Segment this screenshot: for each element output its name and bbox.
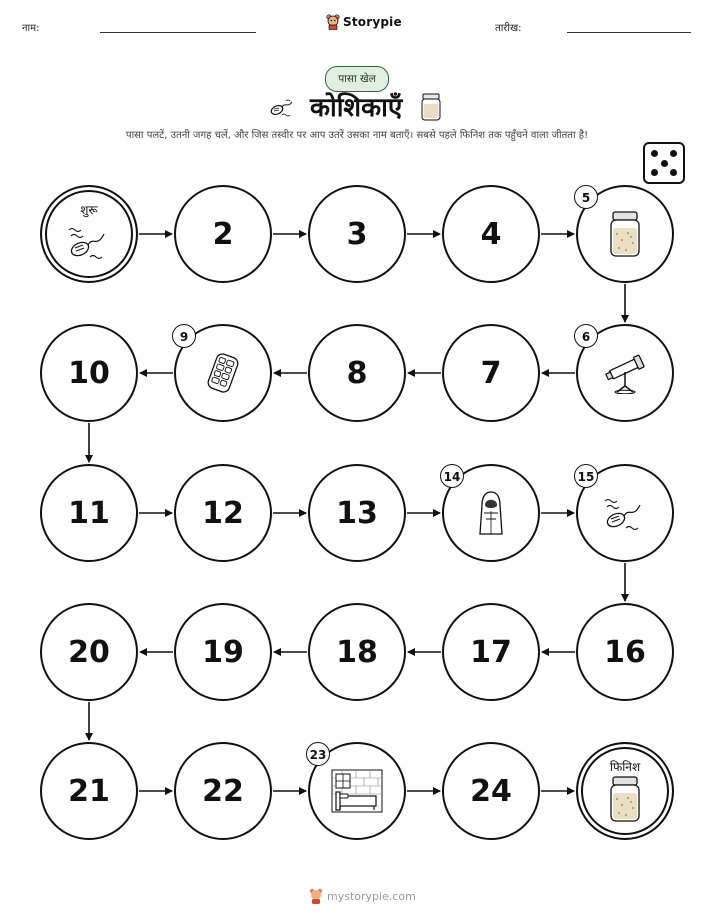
board-space-22[interactable]: [174, 742, 272, 840]
space-number: 17: [470, 634, 512, 670]
board-space-20[interactable]: [40, 603, 138, 701]
finish-label: फिनिश: [609, 760, 641, 774]
jar-icon: [608, 775, 642, 823]
board-space-14[interactable]: [442, 464, 540, 562]
cell-tissue-icon: [203, 351, 243, 395]
space-number: 2: [212, 216, 234, 252]
cell-swimmer-icon: [602, 493, 648, 533]
board-space-4[interactable]: [442, 185, 540, 283]
board-space-21[interactable]: [40, 742, 138, 840]
board-space-5[interactable]: [576, 185, 674, 283]
board-space-12[interactable]: [174, 464, 272, 562]
board-space-9[interactable]: [174, 324, 272, 422]
board-space-3[interactable]: [308, 185, 406, 283]
space-number: 4: [480, 216, 502, 252]
space-number: 7: [480, 355, 502, 391]
board-space-24[interactable]: [442, 742, 540, 840]
space-number: 24: [470, 773, 512, 809]
board-space-23[interactable]: [308, 742, 406, 840]
space-number: 11: [68, 495, 110, 531]
space-number: 19: [202, 634, 244, 670]
cell-swimmer-icon: [66, 222, 112, 262]
space-number-badge: 5: [574, 185, 598, 209]
board-space-11[interactable]: [40, 464, 138, 562]
footer-url[interactable]: mystorypie.com: [327, 889, 416, 903]
board-space-2[interactable]: [174, 185, 272, 283]
telescope-icon: [603, 352, 647, 394]
board-space-10[interactable]: [40, 324, 138, 422]
board-space-8[interactable]: [308, 324, 406, 422]
space-number-badge: 9: [172, 324, 196, 348]
logo-text: Storypie: [343, 15, 402, 29]
board-space-13[interactable]: [308, 464, 406, 562]
start-space[interactable]: [40, 185, 138, 283]
start-label: शुरू: [80, 203, 98, 217]
bear-icon: [309, 888, 323, 904]
name-label: नाम:: [22, 23, 40, 34]
date-label: तारीख:: [495, 23, 522, 34]
space-number: 18: [336, 634, 378, 670]
board-space-15[interactable]: [576, 464, 674, 562]
finish-space[interactable]: [576, 742, 674, 840]
instructions: पासा पलटें, उतनी जगह चलें, और जिस तस्वीर पर आप उतरें उसका नाम बताएँ। सबसे पहले फिनिश तक पहुँचने वाला जीतता है!: [125, 130, 589, 141]
space-number: 12: [202, 495, 244, 531]
space-number-badge: 15: [574, 464, 598, 488]
space-number: 22: [202, 773, 244, 809]
space-number: 8: [346, 355, 368, 391]
board-space-6[interactable]: [576, 324, 674, 422]
page-title: कोशिकाएँ: [310, 93, 403, 123]
space-number: 13: [336, 495, 378, 531]
board-space-16[interactable]: [576, 603, 674, 701]
space-number: 21: [68, 773, 110, 809]
space-number: 16: [604, 634, 646, 670]
space-number-badge: 14: [440, 464, 464, 488]
board-space-18[interactable]: [308, 603, 406, 701]
game-type-tag: पासा खेल: [325, 66, 389, 92]
footer: [309, 888, 416, 904]
space-number: 20: [68, 634, 110, 670]
board-space-7[interactable]: [442, 324, 540, 422]
room-bed-icon: [330, 768, 384, 814]
board-space-19[interactable]: [174, 603, 272, 701]
space-number-badge: 23: [306, 742, 330, 766]
space-number: 10: [68, 355, 110, 391]
space-number: 3: [346, 216, 368, 252]
space-number-badge: 6: [574, 324, 598, 348]
board-space-17[interactable]: [442, 603, 540, 701]
jar-icon: [608, 210, 642, 258]
monk-icon: [474, 489, 508, 537]
